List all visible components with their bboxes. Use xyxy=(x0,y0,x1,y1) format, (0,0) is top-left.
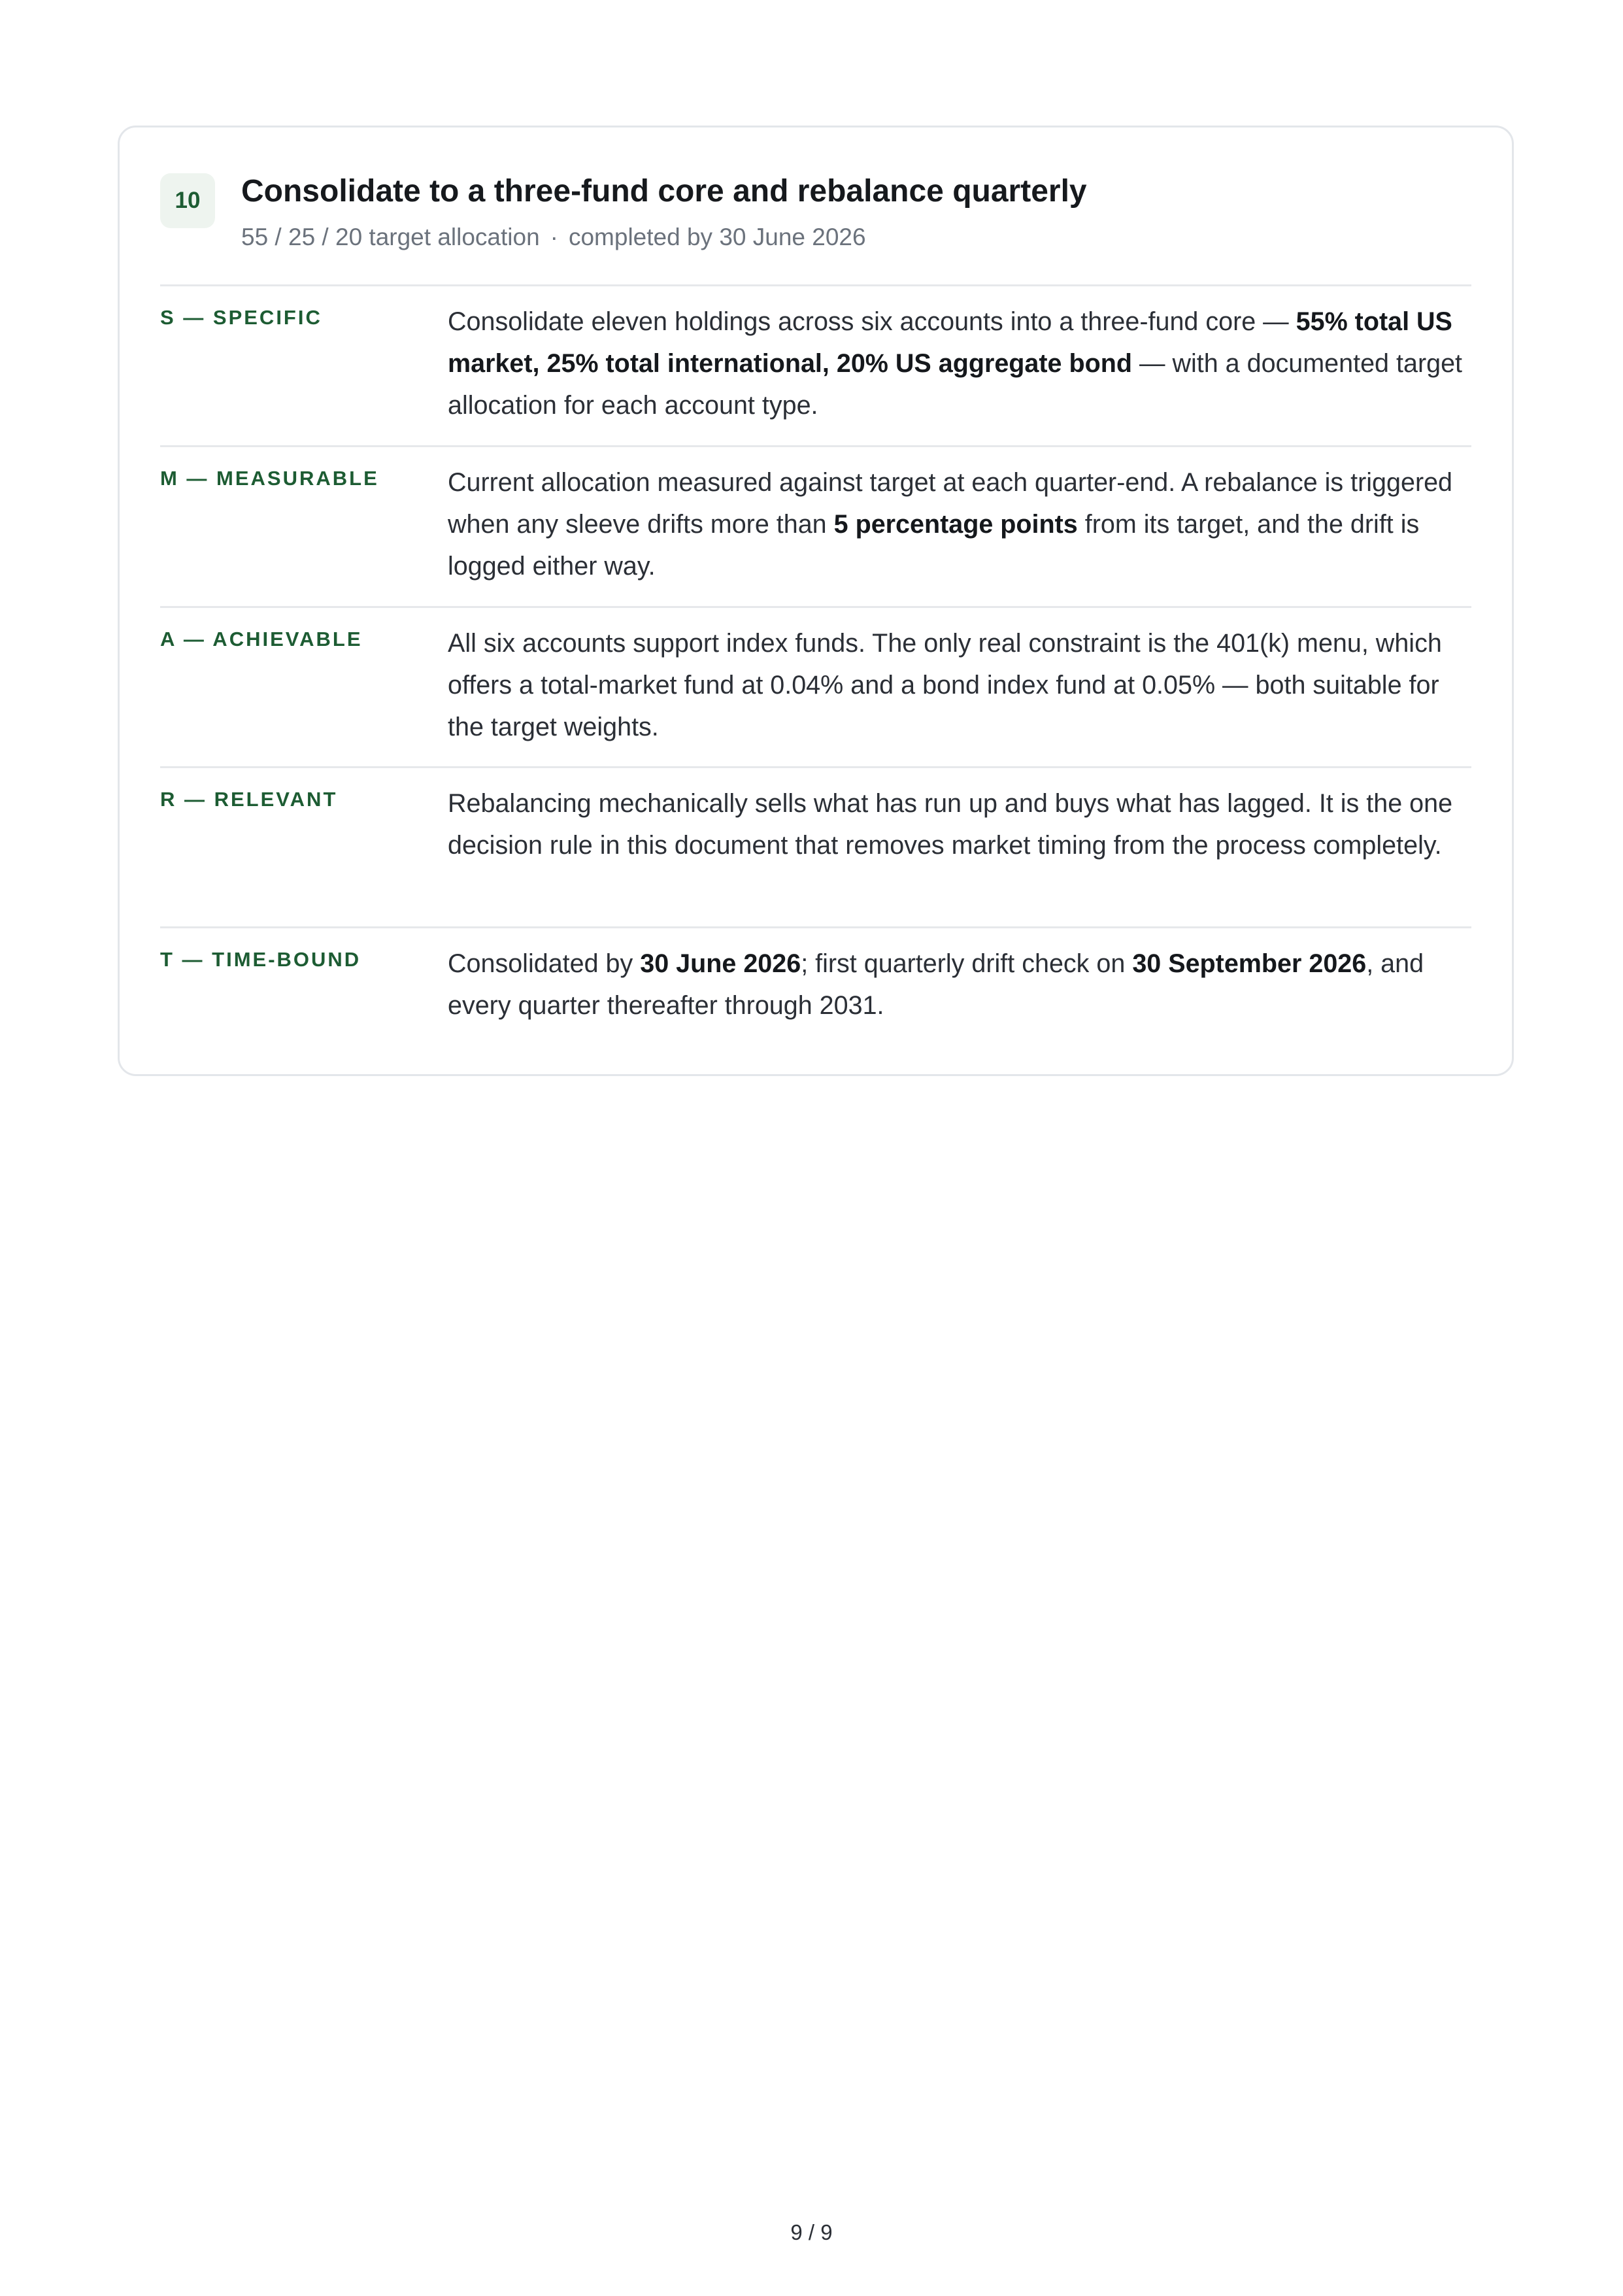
goal-deadline: completed by 30 June 2026 xyxy=(568,224,866,250)
body-text: — with a documented target allocation for each account type. xyxy=(448,349,1463,420)
goal-subtitle xyxy=(241,220,866,254)
subtitle-separator: · xyxy=(550,224,558,250)
body-text: ; first quarterly drift check on xyxy=(801,949,1133,978)
body-text: from its target, and the drift is logged either way. xyxy=(448,510,1420,581)
body-text: Consolidated by xyxy=(448,949,641,978)
smart-label: T — TIME-BOUND xyxy=(160,948,361,971)
emphasis-text: 5 percentage points xyxy=(833,510,1078,539)
body-text: , and every quarter thereafter through 2031. xyxy=(448,949,1424,1020)
smart-label: A — ACHIEVABLE xyxy=(160,628,363,650)
smart-row-time-bound xyxy=(160,926,1471,1057)
smart-label: M — MEASURABLE xyxy=(160,467,379,490)
smart-row-achievable xyxy=(160,606,1471,766)
smart-label: R — RELEVANT xyxy=(160,788,338,811)
emphasis-text: 30 September 2026 xyxy=(1132,949,1367,978)
goal-number-badge: 10 xyxy=(160,173,215,228)
smart-row-specific xyxy=(160,284,1471,445)
goal-card xyxy=(118,126,1514,1076)
smart-description xyxy=(448,943,1471,1026)
page-number: 9 / 9 xyxy=(790,2220,833,2244)
goal-title: Consolidate to a three-fund core and rebalance quarterly xyxy=(241,174,1087,209)
smart-description xyxy=(448,462,1471,587)
body-text: Consolidate eleven holdings across six accounts into a three-fund core — xyxy=(448,307,1296,336)
body-text: All six accounts support index funds. The only real constraint is the 401(k) menu, which offers a total-market fund at 0.04% and a bond index fund at 0.05% — both suitable for the target weights. xyxy=(448,629,1442,741)
smart-row-relevant xyxy=(160,766,1471,926)
goal-allocation: 55 / 25 / 20 target allocation xyxy=(241,224,540,250)
smart-description xyxy=(448,783,1471,866)
smart-criteria-list xyxy=(160,284,1471,1057)
emphasis-text: 30 June 2026 xyxy=(640,949,801,978)
body-text: Rebalancing mechanically sells what has run up and buys what has lagged. It is the one decision rule in this document that removes market timing from the process completely. xyxy=(448,789,1453,860)
smart-label: S — SPECIFIC xyxy=(160,306,322,329)
body-text: Current allocation measured against target at each quarter-end. A rebalance is triggered when any sleeve drifts more than xyxy=(448,468,1453,539)
emphasis-text: 55% total US market, 25% total international, 20% US aggregate bond xyxy=(448,307,1452,378)
smart-description xyxy=(448,622,1471,748)
smart-description xyxy=(448,301,1471,426)
goal-header xyxy=(160,165,1471,250)
smart-row-measurable xyxy=(160,445,1471,606)
